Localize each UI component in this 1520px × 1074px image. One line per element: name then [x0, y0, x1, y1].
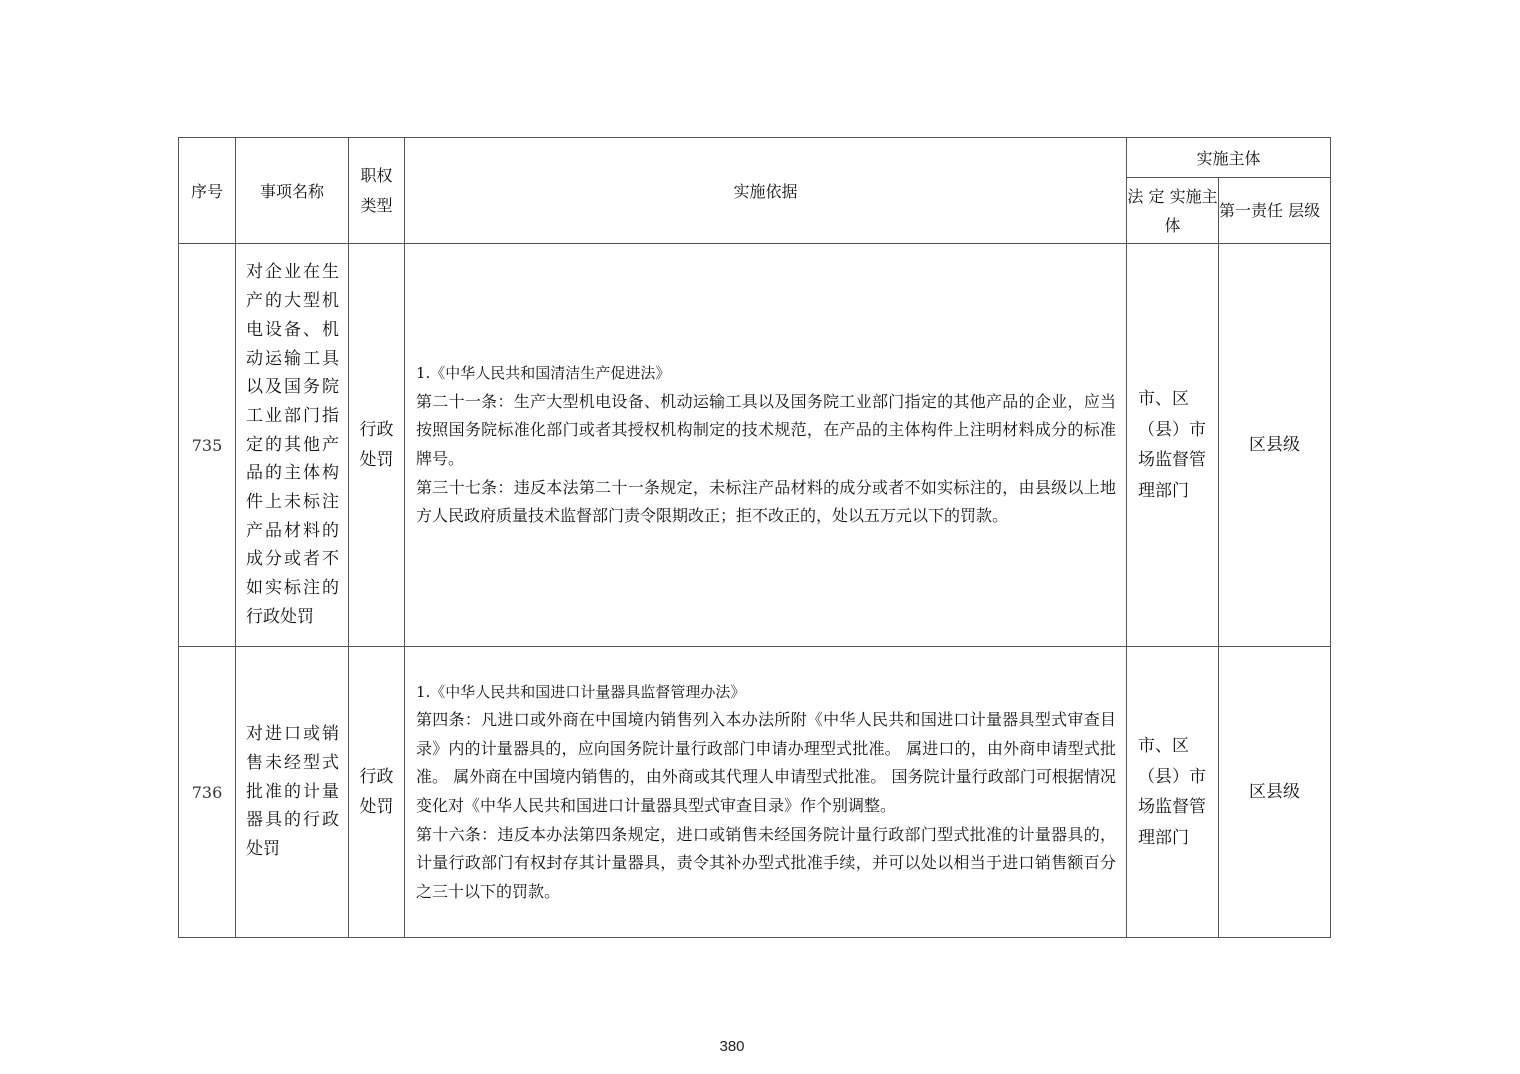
header-first-level: 第一责任 层级: [1219, 178, 1331, 244]
row-first-level: 区县级: [1219, 647, 1331, 938]
basis-article: 第四条：凡进口或外商在中国境内销售列入本办法所附《中华人民共和国进口计量器具型式审查目录》内的计量器具的，应向国务院计量行政部门申请办理型式批准。 属进口的，由外商申请型式批准。 属外商在中国境内销售的，由外商或其代理人申请型式批准。 国务院计量行政部门可根据情况变化对《中华人民共和国进口计量器具型式审查目录》作个别调整。: [416, 710, 1116, 815]
header-item-name: 事项名称: [236, 138, 349, 244]
table-row: [179, 244, 1331, 647]
row-item-name: 对企业在生产的大型机电设备、机动运输工具以及国务院工业部门指定的其他产品的主体构件上未标注产品材料的成分或者不如实标注的行政处罚: [236, 244, 349, 647]
row-basis: [405, 244, 1127, 647]
page-number: 380: [719, 1038, 745, 1055]
row-item-name: 对进口或销售未经型式批准的计量器具的行政处罚: [236, 647, 349, 938]
basis-law-title: 1.《中华人民共和国进口计量器具监督管理办法》: [416, 682, 746, 701]
basis-law-title: 1.《中华人民共和国清洁生产促进法》: [416, 364, 671, 383]
row-legal-implementer: 市、区（县）市场监督管理部门: [1127, 647, 1219, 938]
basis-article: 第三十七条：违反本法第二十一条规定，未标注产品材料的成分或者不如实标注的，由县级以上地方人民政府质量技术监督部门责令限期改正；拒不改正的，处以五万元以下的罚款。: [416, 477, 1116, 526]
header-implementer: 实施主体: [1127, 138, 1331, 178]
row-basis: [405, 647, 1127, 938]
row-first-level: 区县级: [1219, 244, 1331, 647]
basis-article: 第十六条：违反本办法第四条规定，进口或销售未经国务院计量行政部门型式批准的计量器具的，计量行政部门有权封存其计量器具，责令其补办型式批准手续，并可以处以相当于进口销售额百分之三十以下的罚款。: [416, 824, 1116, 901]
header-legal-implementer: 法 定 实施主体: [1127, 178, 1219, 244]
row-power-type: 行政处罚: [349, 244, 405, 647]
table-row: [179, 647, 1331, 938]
row-seq: 736: [179, 647, 236, 938]
enforcement-items-table: [178, 137, 1331, 938]
row-seq: 735: [179, 244, 236, 647]
header-power-type: 职权类型: [349, 138, 405, 244]
row-legal-implementer: 市、区（县）市场监督管理部门: [1127, 244, 1219, 647]
header-basis: 实施依据: [405, 138, 1127, 244]
basis-article: 第二十一条：生产大型机电设备、机动运输工具以及国务院工业部门指定的其他产品的企业，应当按照国务院标准化部门或者其授权机构制定的技术规范，在产品的主体构件上注明材料成分的标准牌号。: [416, 391, 1116, 468]
row-power-type: 行政处罚: [349, 647, 405, 938]
header-seq: 序号: [179, 138, 236, 244]
